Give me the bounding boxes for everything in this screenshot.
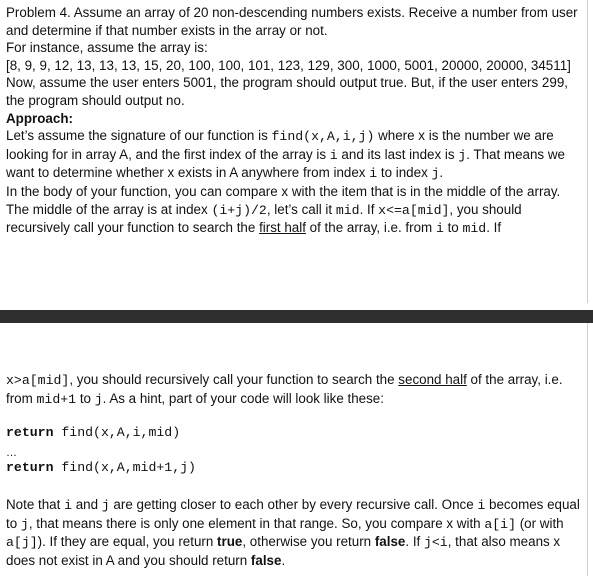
- function-signature: find(x,A,i,j): [271, 129, 375, 145]
- text: does not exist in A and you should return: [6, 552, 251, 568]
- code-i: i: [329, 147, 338, 163]
- code-i: i: [435, 221, 444, 237]
- text: , you should: [449, 201, 522, 217]
- page-bottom-section: [0, 323, 588, 576]
- text: .: [281, 552, 286, 568]
- code-ellipsis: …: [6, 447, 17, 459]
- example-explanation-line-2: the program should output no.: [6, 92, 185, 108]
- code-j: j: [101, 498, 110, 513]
- text: The middle of the array is at index: [6, 201, 212, 217]
- approach-line-6: [6, 219, 581, 238]
- text: and its last index is: [337, 146, 459, 162]
- code-call: find(x,A,mid+1,j): [53, 460, 196, 475]
- text: Let’s assume the signature of our function is: [6, 128, 272, 144]
- approach-line-3: [6, 164, 581, 183]
- code-j: j: [458, 147, 467, 163]
- approach-line-4: In the body of your function, you can compare x with the item that is in the middle of the array.: [6, 183, 561, 199]
- code-call: find(x,A,i,mid): [53, 425, 181, 440]
- example-array: [8, 9, 9, 12, 13, 13, 13, 15, 20, 100, 100, 101, 123, 129, 300, 1000, 5001, 20000, 20000, 34511]: [6, 57, 571, 73]
- text: where x is the number we are: [374, 128, 554, 144]
- example-intro: For instance, assume the array is:: [6, 40, 208, 56]
- text: want to determine whether x exists in A anywhere from index: [6, 165, 370, 181]
- code-mid-plus-one: mid+1: [36, 391, 77, 407]
- approach-heading: Approach:: [6, 110, 73, 126]
- problem-text-block: [6, 4, 581, 238]
- continuation-text-block: [6, 371, 581, 408]
- note-line-3: [6, 533, 581, 552]
- text: to: [76, 390, 95, 406]
- text: of the array, i.e.: [466, 372, 563, 387]
- code-line-1: [6, 424, 581, 442]
- text: are getting closer to each other by every recursive call. Once: [109, 497, 478, 512]
- approach-line-5: [6, 201, 581, 220]
- code-i: i: [64, 498, 72, 513]
- code-a-j: a[j]: [6, 535, 38, 551]
- text: , you should recursively call your function to search the: [69, 372, 399, 387]
- code-a-i: a[i]: [484, 516, 516, 532]
- code-i: i: [477, 498, 486, 513]
- code-condition: x<=a[mid]: [378, 202, 450, 218]
- text: . If: [359, 201, 379, 217]
- text: . If: [486, 220, 502, 236]
- text: ). If they are equal, you return: [37, 534, 218, 550]
- text: .: [439, 165, 444, 181]
- text: . That means we: [466, 146, 565, 162]
- true-emphasis: true: [217, 534, 243, 550]
- text: of the array, i.e. from: [305, 220, 436, 236]
- code-j: j: [20, 516, 29, 532]
- note-line-2: [6, 515, 581, 534]
- page-break-divider: [0, 310, 593, 323]
- problem-statement-line-1: Problem 4. Assume an array of 20 non-descending numbers exists. Receive a number from user: [6, 5, 578, 20]
- text: and: [71, 497, 102, 512]
- code-middle-index: (i+j)/2: [211, 202, 267, 218]
- note-line-1: [6, 496, 581, 515]
- text: from: [6, 390, 37, 406]
- problem-statement-line-2: and determine if that number exists in the array or not.: [6, 22, 328, 38]
- text: recursively call your function to search the: [6, 220, 260, 236]
- text: , otherwise you return: [242, 534, 375, 550]
- text: becomes equal: [485, 497, 580, 512]
- first-half-emphasis: first half: [259, 220, 306, 236]
- code-j: j: [431, 166, 440, 182]
- text: to: [6, 515, 21, 531]
- code-condition: j<i: [423, 535, 448, 551]
- false-emphasis: false: [374, 534, 406, 550]
- second-half-emphasis: second half: [398, 372, 467, 387]
- note-line-4: [6, 552, 581, 570]
- text: looking for in array A, and the first index of the array is: [6, 146, 330, 162]
- text: , let’s call it: [266, 201, 336, 217]
- text: , that also means x: [447, 534, 561, 550]
- note-text-block: [6, 496, 581, 569]
- code-i: i: [369, 166, 378, 182]
- text: to index: [377, 165, 432, 181]
- false-emphasis: false: [250, 552, 282, 568]
- text: (or with: [516, 515, 564, 531]
- approach-line-1: [6, 127, 581, 146]
- text: . As a hint, part of your code will look like these:: [102, 390, 384, 406]
- text: to: [443, 220, 463, 236]
- code-mid: mid: [462, 221, 487, 237]
- approach-line-2: [6, 146, 581, 165]
- continuation-line-2: [6, 390, 581, 409]
- text: . If: [405, 534, 424, 550]
- example-explanation-line-1: Now, assume the user enters 5001, the program should output true. But, if the user enters 299,: [6, 75, 568, 91]
- text: , that means there is only one element in that range. So, you compare x with: [28, 515, 485, 531]
- code-j: j: [94, 391, 103, 407]
- code-condition: x>a[mid]: [6, 373, 70, 388]
- return-keyword: return: [6, 460, 54, 475]
- code-line-2: [6, 459, 581, 477]
- text: Note that: [6, 497, 65, 512]
- continuation-line-1: [6, 371, 581, 390]
- code-mid: mid: [335, 202, 360, 218]
- return-keyword: return: [6, 425, 54, 440]
